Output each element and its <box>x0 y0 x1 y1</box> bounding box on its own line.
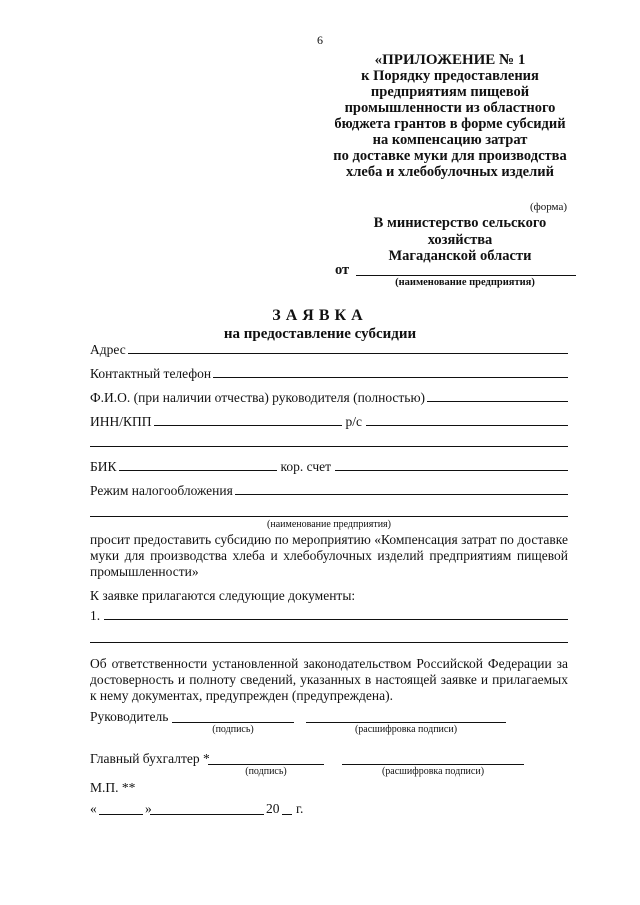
document-item-row <box>90 606 568 624</box>
date-open-quote: « <box>90 801 97 816</box>
form-label: (форма) <box>529 201 567 213</box>
appendix-heading: «ПРИЛОЖЕНИЕ № 1 <box>374 52 526 68</box>
director-signature-label: Руководитель <box>90 709 169 724</box>
date-close-quote: » <box>145 801 152 816</box>
accountant-decoding-caption: (расшифровка подписи) <box>381 766 485 777</box>
request-text: просит предоставить субсидию по мероприятию «Компенсация затрат по доставке муки для производства хлеба и хлебобулочных изделий предприятиям пищевой промышленности» <box>90 532 568 579</box>
date-month-field[interactable] <box>150 814 264 815</box>
director-decoding-field[interactable] <box>306 722 506 723</box>
accountant-signature-field[interactable] <box>208 764 324 765</box>
document-item-number: 1. <box>90 608 101 623</box>
account-continuation-field[interactable] <box>90 446 568 447</box>
director-decoding-caption: (расшифровка подписи) <box>354 724 458 735</box>
appendix-line: на компенсацию затрат <box>372 132 528 148</box>
address-label: Адрес <box>90 342 126 357</box>
addressee-block <box>330 215 590 265</box>
accountant-signature-caption: (подпись) <box>245 766 287 777</box>
date-year-prefix: 20 <box>266 801 280 816</box>
appendix-line: промышленности из областного <box>344 100 556 116</box>
director-field[interactable] <box>427 401 568 402</box>
responsibility-text: Об ответственности установленной законодательством Российской Федерации за достоверность и полноту сведений, указанных в настоящей заявке и прилагаемых к нему документах, предупрежден (предупреждена). <box>90 656 568 703</box>
addressee-line: Магаданской области <box>388 248 532 264</box>
appendix-line: к Порядку предоставления <box>361 68 539 84</box>
date-day-field[interactable] <box>99 814 143 815</box>
appendix-line: предприятиям пищевой <box>370 84 530 100</box>
appendix-line: бюджета грантов в форме субсидий <box>334 116 566 132</box>
corr-account-field[interactable] <box>335 470 568 471</box>
inn-kpp-label: ИНН/КПП <box>90 414 152 429</box>
date-year-suffix: г. <box>296 801 304 816</box>
phone-field[interactable] <box>213 377 568 378</box>
tax-mode-label: Режим налогообложения <box>90 483 233 498</box>
address-row <box>90 338 568 358</box>
inn-row <box>90 410 568 430</box>
director-signature-caption: (подпись) <box>212 724 254 735</box>
document-item-field[interactable] <box>104 619 568 620</box>
page-number: 6 <box>317 33 323 47</box>
enterprise-name-field[interactable] <box>90 516 568 517</box>
bik-field[interactable] <box>119 470 277 471</box>
addressee-line: хозяйства <box>427 231 493 248</box>
bik-row <box>90 455 568 475</box>
from-enterprise-field[interactable] <box>356 275 576 276</box>
director-signature-field[interactable] <box>172 722 294 723</box>
corr-account-label: кор. счет <box>280 459 332 474</box>
appendix-line: по доставке муки для производства <box>333 148 567 164</box>
documents-label: К заявке прилагаются следующие документы: <box>90 588 356 603</box>
tax-mode-field[interactable] <box>235 494 568 495</box>
date-year-field[interactable] <box>282 814 292 815</box>
appendix-block <box>300 52 600 180</box>
from-caption: (наименование предприятия) <box>395 277 535 288</box>
addressee-line: В министерство сельского <box>373 215 547 231</box>
director-row <box>90 386 568 406</box>
appendix-line: хлеба и хлебобулочных изделий <box>346 164 554 180</box>
document-title: ЗАЯВКА <box>272 307 368 324</box>
account-label: р/с <box>345 414 363 429</box>
stamp-label: М.П. ** <box>90 780 136 795</box>
director-label: Ф.И.О. (при наличии отчества) руководителя (полностью) <box>90 390 426 405</box>
from-label: от <box>335 262 350 278</box>
document-subtitle: на предоставление субсидии <box>223 326 417 342</box>
accountant-signature-label: Главный бухгалтер * <box>90 751 210 766</box>
enterprise-caption: (наименование предприятия) <box>267 519 391 530</box>
document-extra-field[interactable] <box>90 642 568 643</box>
bik-label: БИК <box>90 459 117 474</box>
tax-mode-row <box>90 479 568 499</box>
accountant-decoding-field[interactable] <box>342 764 524 765</box>
inn-kpp-field[interactable] <box>154 425 342 426</box>
account-field[interactable] <box>366 425 568 426</box>
phone-label: Контактный телефон <box>90 366 212 381</box>
address-field[interactable] <box>128 353 568 354</box>
phone-row <box>90 362 568 382</box>
